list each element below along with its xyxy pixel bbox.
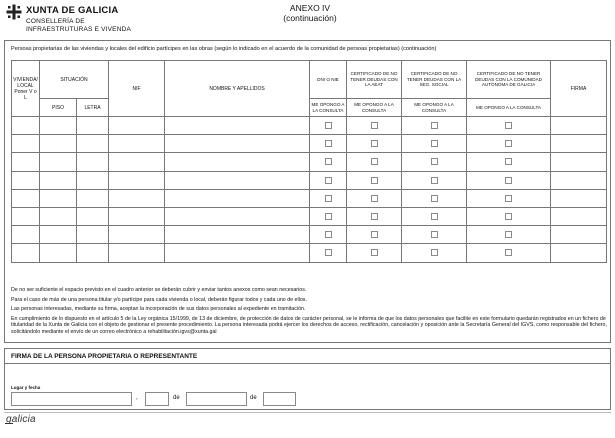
oppose-checkbox[interactable] — [371, 158, 378, 165]
ca-oppose-cell — [467, 117, 551, 135]
ss-oppose-cell — [402, 135, 467, 153]
col-dni-header: DNI O NIE — [310, 61, 347, 99]
oppose-checkbox[interactable] — [505, 140, 512, 147]
oppose-checkbox[interactable] — [371, 213, 378, 220]
ss-oppose-cell — [402, 117, 467, 135]
oppose-checkbox[interactable] — [505, 122, 512, 129]
oppose-checkbox[interactable] — [431, 195, 438, 202]
oppose-checkbox[interactable] — [371, 122, 378, 129]
table-row — [12, 226, 607, 244]
letra-cell[interactable] — [77, 153, 109, 171]
col-nif-header: NIF — [109, 61, 165, 117]
oppose-checkbox[interactable] — [325, 177, 332, 184]
oppose-checkbox[interactable] — [431, 213, 438, 220]
table-row — [12, 153, 607, 171]
ss-oppose-cell — [402, 171, 467, 189]
letra-cell[interactable] — [77, 135, 109, 153]
oppose-checkbox[interactable] — [505, 231, 512, 238]
oppose-checkbox[interactable] — [505, 158, 512, 165]
oppose-checkbox[interactable] — [325, 195, 332, 202]
piso-cell[interactable] — [40, 153, 77, 171]
col-piso-header: PISO — [40, 99, 77, 117]
oppose-checkbox[interactable] — [371, 195, 378, 202]
letra-cell[interactable] — [77, 226, 109, 244]
footer-divider — [4, 412, 611, 413]
de-separator-2: de — [250, 395, 257, 401]
oppose-checkbox[interactable] — [371, 140, 378, 147]
name-cell[interactable] — [165, 244, 310, 262]
vivienda-cell[interactable] — [12, 117, 40, 135]
piso-cell[interactable] — [40, 135, 77, 153]
name-cell[interactable] — [165, 189, 310, 207]
ca-oppose-cell — [467, 153, 551, 171]
oppose-checkbox[interactable] — [431, 177, 438, 184]
ca-oppose-cell — [467, 189, 551, 207]
piso-cell[interactable] — [40, 171, 77, 189]
aeat-oppose-cell — [347, 189, 402, 207]
oppose-checkbox[interactable] — [505, 177, 512, 184]
ss-oppose-cell — [402, 153, 467, 171]
de-separator-1: de — [173, 395, 180, 401]
col-aeat-header: CERTIFICADO DE NO TENER DEUDAS CON LA AEAT — [347, 61, 402, 99]
oppose-checkbox[interactable] — [371, 177, 378, 184]
annex-heading — [268, 3, 352, 23]
vivienda-cell[interactable] — [12, 153, 40, 171]
col-firma-header: FIRMA — [551, 61, 607, 117]
aeat-oppose-cell — [347, 135, 402, 153]
nif-cell[interactable] — [109, 171, 165, 189]
letra-cell[interactable] — [77, 207, 109, 225]
dni-oppose-cell — [310, 153, 347, 171]
ca-oppose-cell — [467, 171, 551, 189]
signature-section — [4, 348, 611, 410]
aeat-oppose-cell — [347, 244, 402, 262]
ca-oppose-cell — [467, 207, 551, 225]
place-field[interactable] — [11, 392, 132, 406]
logo-underscore-mark — [5, 423, 13, 424]
nif-cell[interactable] — [109, 207, 165, 225]
oppose-checkbox[interactable] — [325, 158, 332, 165]
dni-oppose-cell — [310, 244, 347, 262]
xunta-scallop-cross-icon — [6, 4, 22, 20]
oppose-checkbox[interactable] — [325, 140, 332, 147]
oppose-checkbox[interactable] — [325, 213, 332, 220]
col-name-header: NOMBRE Y APELLIDOS — [165, 61, 310, 117]
oppose-checkbox[interactable] — [431, 231, 438, 238]
col-ss-header: CERTIFICADO DE NO TENER DEUDAS CON LA SEG. SOCIAL — [402, 61, 467, 99]
oppose-checkbox[interactable] — [325, 231, 332, 238]
oppose-checkbox[interactable] — [431, 140, 438, 147]
firma-cell[interactable] — [551, 189, 607, 207]
ss-oppose-cell — [402, 226, 467, 244]
col-letra-header: LETRA — [77, 99, 109, 117]
aeat-oppose-cell — [347, 153, 402, 171]
oppose-checkbox[interactable] — [431, 122, 438, 129]
firma-cell[interactable] — [551, 135, 607, 153]
dni-oppose-cell — [310, 207, 347, 225]
org-department-line2: INFRAESTRUTURAS E VIVENDA — [26, 26, 132, 33]
dni-oppose-cell — [310, 171, 347, 189]
place-date-label: Lugar y fecha — [11, 385, 41, 390]
galicia-footer-logo — [6, 414, 36, 425]
owners-section — [4, 40, 611, 343]
aeat-oppose-cell — [347, 226, 402, 244]
section-title: Persoas propietarias de las viviendas y locales del edificio partícipes en las obras (según lo indicado en el acuerdo de la comunidad de persoas propietarias) (continuación) — [11, 46, 437, 52]
signature-title: FIRMA DE LA PERSONA PROPIETARIA O REPRESENTANTE — [11, 353, 198, 360]
oppose-checkbox[interactable] — [371, 249, 378, 256]
letra-cell[interactable] — [77, 171, 109, 189]
nif-cell[interactable] — [109, 135, 165, 153]
dni-oppose-cell — [310, 117, 347, 135]
name-cell[interactable] — [165, 117, 310, 135]
ss-oppose-cell — [402, 244, 467, 262]
aeat-oppose-label: ME OPONGO A LA CONSULTA — [347, 99, 402, 117]
note-all-owners: Para el caso de más de una persona titular y/o partícipe para cada vivienda o local, deberán figurar todos y cada uno de ellos. — [11, 296, 307, 303]
piso-cell[interactable] — [40, 189, 77, 207]
nif-cell[interactable] — [109, 244, 165, 262]
vivienda-cell[interactable] — [12, 171, 40, 189]
aeat-oppose-cell — [347, 207, 402, 225]
ss-oppose-label: ME OPONGO A LA CONSULTA — [402, 99, 467, 117]
page-header — [0, 0, 615, 40]
org-title: XUNTA DE GALICIA — [26, 5, 119, 16]
note-extra-annexes: De no ser suficiente el espacio previsto en el cuadro anterior se deberán cubrir y enviar tantos anexos como sean necesarios. — [11, 287, 307, 293]
vivienda-cell[interactable] — [12, 207, 40, 225]
name-cell[interactable] — [165, 153, 310, 171]
table-row — [12, 207, 607, 225]
col-vivienda-header — [12, 61, 40, 117]
oppose-checkbox[interactable] — [371, 231, 378, 238]
firma-cell[interactable] — [551, 117, 607, 135]
table-row — [12, 171, 607, 189]
signature-divider — [5, 363, 610, 364]
ca-oppose-cell — [467, 244, 551, 262]
piso-cell[interactable] — [40, 244, 77, 262]
notes-block — [11, 287, 607, 339]
owners-table-body — [12, 117, 607, 263]
letra-cell[interactable] — [77, 244, 109, 262]
oppose-checkbox[interactable] — [505, 249, 512, 256]
piso-cell[interactable] — [40, 117, 77, 135]
letra-cell[interactable] — [77, 117, 109, 135]
note-consent: Las personas interesadas, mediante su firma, aceptan la incorporación de sus datos personales al expediente en tramitación. — [11, 306, 306, 313]
owners-table — [11, 60, 607, 263]
annex-title: ANEXO IV — [289, 3, 331, 13]
aeat-oppose-cell — [347, 171, 402, 189]
table-row — [12, 189, 607, 207]
org-department-line1: CONSELLERÍA DE — [26, 18, 85, 25]
ss-oppose-cell — [402, 207, 467, 225]
month-field[interactable] — [186, 392, 247, 406]
name-cell[interactable] — [165, 135, 310, 153]
vivienda-cell[interactable] — [12, 189, 40, 207]
aeat-oppose-cell — [347, 117, 402, 135]
oppose-checkbox[interactable] — [325, 122, 332, 129]
ca-oppose-label: ME OPONGO A LA CONSULTA — [467, 99, 551, 117]
table-row — [12, 244, 607, 262]
letra-cell[interactable] — [77, 189, 109, 207]
nif-cell[interactable] — [109, 189, 165, 207]
piso-cell[interactable] — [40, 207, 77, 225]
oppose-checkbox[interactable] — [431, 249, 438, 256]
nif-cell[interactable] — [109, 117, 165, 135]
year-field[interactable] — [263, 392, 296, 406]
annex-subtitle: (continuación) — [283, 13, 337, 23]
vivienda-cell[interactable] — [12, 226, 40, 244]
dni-oppose-cell — [310, 189, 347, 207]
firma-cell[interactable] — [551, 171, 607, 189]
oppose-checkbox[interactable] — [505, 213, 512, 220]
firma-cell[interactable] — [551, 244, 607, 262]
name-cell[interactable] — [165, 226, 310, 244]
col-situacion-header: SITUACIÓN — [40, 61, 109, 99]
table-row — [12, 135, 607, 153]
vivienda-cell[interactable] — [12, 135, 40, 153]
dni-oppose-label: ME OPONGO A LA CONSULTA — [310, 99, 347, 117]
ss-oppose-cell — [402, 189, 467, 207]
comma-separator: , — [136, 395, 138, 401]
ca-oppose-cell — [467, 135, 551, 153]
ca-oppose-cell — [467, 226, 551, 244]
firma-cell[interactable] — [551, 226, 607, 244]
firma-cell[interactable] — [551, 207, 607, 225]
nif-cell[interactable] — [109, 226, 165, 244]
name-cell[interactable] — [165, 207, 310, 225]
firma-cell[interactable] — [551, 153, 607, 171]
name-cell[interactable] — [165, 171, 310, 189]
oppose-checkbox[interactable] — [505, 195, 512, 202]
piso-cell[interactable] — [40, 226, 77, 244]
oppose-checkbox[interactable] — [325, 249, 332, 256]
note-data-protection: En cumplimiento de lo dispuesto en el artículo 5 de la Ley orgánica 15/1999, de 13 de diciembre, de protección de datos de carácter personal, se le informa de que los datos personales que facilite en este formulario quedarán registrados en un fichero de titularidad de la Xunta de Galicia con el objeto de gestionar el presente procedimiento. La persona interesada podrá ejercer los derechos de acceso, rectificación, cancelación y oposición ante la Secretaría General del IGVS, como responsable del fichero, solicitándolo mediante el envío de un correo electrónico a rehabilitación.igvs@xunta.gal — [11, 315, 607, 335]
dni-oppose-cell — [310, 135, 347, 153]
day-field[interactable] — [145, 392, 169, 406]
dni-oppose-cell — [310, 226, 347, 244]
col-ca-header: CERTIFICADO DE NO TENER DEUDAS CON LA COMUNIDAD AUTÓNOMA DE GALICIA — [467, 61, 551, 99]
table-row — [12, 117, 607, 135]
oppose-checkbox[interactable] — [431, 158, 438, 165]
galicia-footer-text: galicia — [6, 414, 36, 425]
col-vivienda-hint: Poner V o L — [14, 88, 37, 101]
nif-cell[interactable] — [109, 153, 165, 171]
vivienda-cell[interactable] — [12, 244, 40, 262]
col-vivienda-label: VIVIENDA/ LOCAL — [13, 76, 38, 89]
